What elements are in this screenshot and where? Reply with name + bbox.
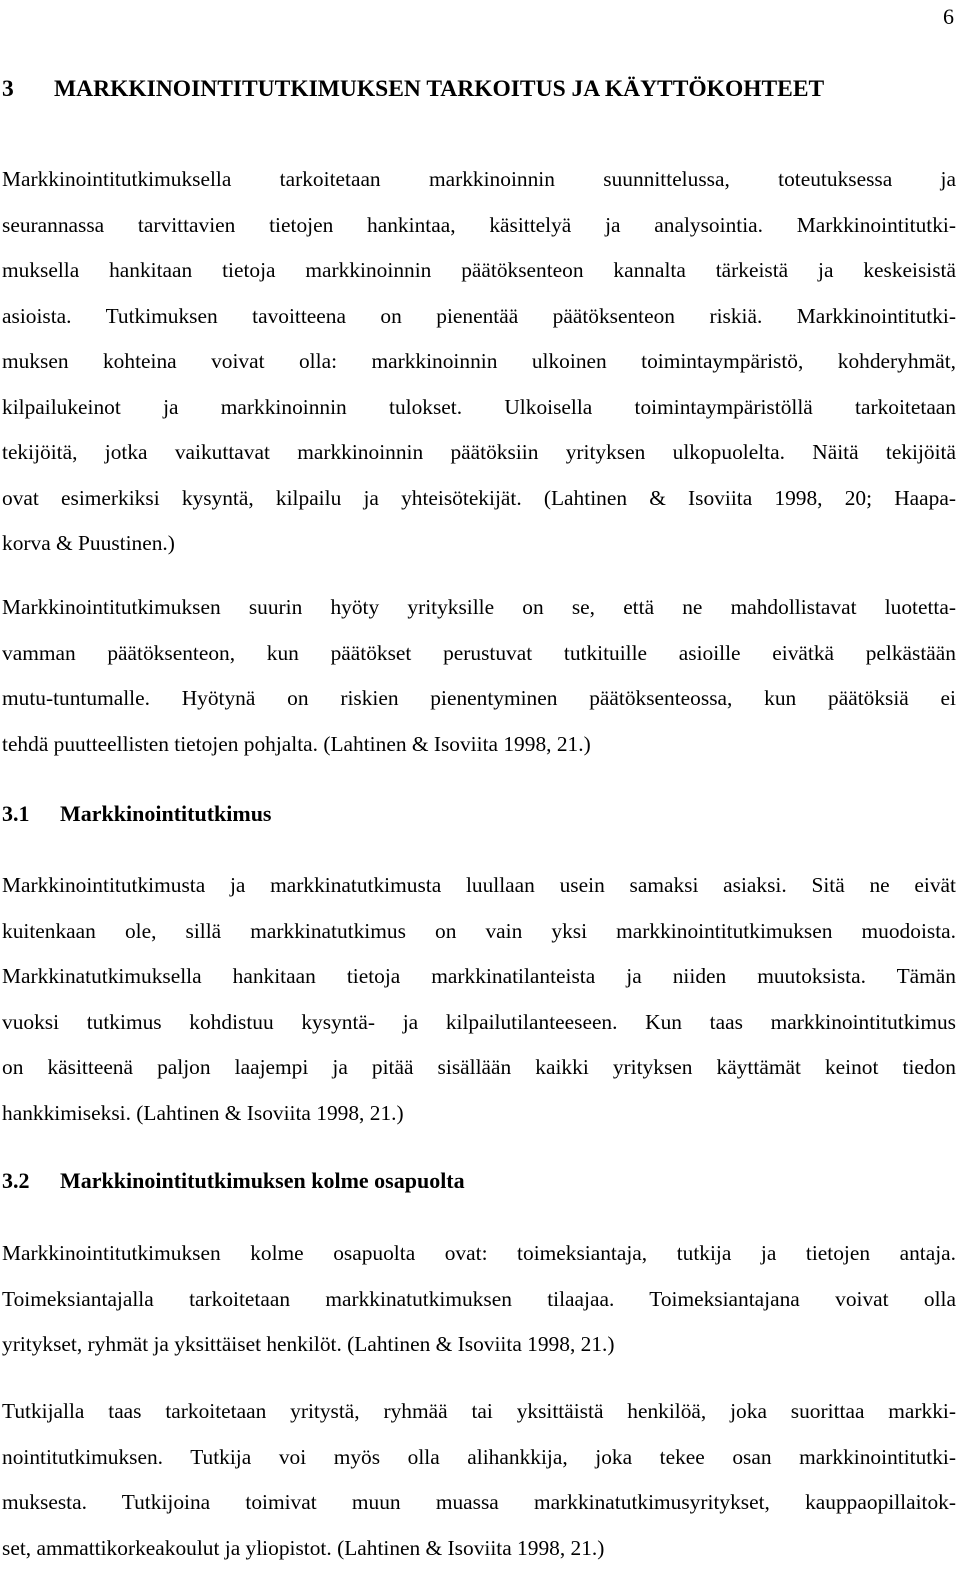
text-line: hankkimiseksi. (Lahtinen & Isoviita 1998, 21.) xyxy=(2,1091,956,1137)
paragraph-intro xyxy=(2,157,956,567)
text-line: Toimeksiantajalla tarkoitetaan markkinatutkimuksen tilaajaa. Toimeksiantajana voivat olla xyxy=(2,1277,956,1323)
text-line: asioista. Tutkimuksen tavoitteena on pienentää päätöksenteon riskiä. Markkinointitutki- xyxy=(2,294,956,340)
section-title: Markkinointitutkimuksen kolme osapuolta xyxy=(60,1168,465,1193)
text-line: tehdä puutteellisten tietojen pohjalta. (Lahtinen & Isoviita 1998, 21.) xyxy=(2,722,956,768)
text-line: vuoksi tutkimus kohdistuu kysyntä- ja kilpailutilanteeseen. Kun taas markkinointitutkimus xyxy=(2,1000,956,1046)
text-line: Markkinointitutkimusta ja markkinatutkimusta luullaan usein samaksi asiaksi. Sitä ne eivät xyxy=(2,863,956,909)
text-line: seurannassa tarvittavien tietojen hankintaa, käsittelyä ja analysointia. Markkinointitutki- xyxy=(2,203,956,249)
text-line: muksella hankitaan tietoja markkinoinnin päätöksenteon kannalta tärkeistä ja keskeisistä xyxy=(2,248,956,294)
text-line: tekijöitä, jotka vaikuttavat markkinoinnin päätöksiin yrityksen ulkopuolelta. Näitä tekijöitä xyxy=(2,430,956,476)
text-line: set, ammattikorkeakoulut ja yliopistot. (Lahtinen & Isoviita 1998, 21.) xyxy=(2,1526,956,1571)
chapter-number: 3 xyxy=(2,74,54,104)
text-line: Markkinatutkimuksella hankitaan tietoja markkinatilanteista ja niiden muutoksista. Tämän xyxy=(2,954,956,1000)
paragraph-benefits xyxy=(2,585,956,767)
page-number: 6 xyxy=(943,4,954,30)
text-line: Tutkijalla taas tarkoitetaan yritystä, ryhmää tai yksittäistä henkilöä, joka suorittaa markki- xyxy=(2,1389,956,1435)
text-line: muksesta. Tutkijoina toimivat muun muassa markkinatutkimusyritykset, kauppaopillaitok- xyxy=(2,1480,956,1526)
section-heading-3-1 xyxy=(2,799,272,829)
chapter-title: MARKKINOINTITUTKIMUKSEN TARKOITUS JA KÄYTTÖKOHTEET xyxy=(54,76,824,102)
paragraph-parties xyxy=(2,1231,956,1368)
section-number: 3.1 xyxy=(2,799,60,829)
section-number: 3.2 xyxy=(2,1166,60,1196)
text-line: yritykset, ryhmät ja yksittäiset henkilöt. (Lahtinen & Isoviita 1998, 21.) xyxy=(2,1322,956,1368)
text-line: nointitutkimuksen. Tutkija voi myös olla alihankkija, joka tekee osan markkinointitutki- xyxy=(2,1435,956,1481)
text-line: ovat esimerkiksi kysyntä, kilpailu ja yhteisötekijät. (Lahtinen & Isoviita 1998, 20; Haapa- xyxy=(2,476,956,522)
text-line: Markkinointitutkimuksen kolme osapuolta ovat: toimeksiantaja, tutkija ja tietojen antaja. xyxy=(2,1231,956,1277)
text-line: mutu-tuntumalle. Hyötynä on riskien pienentyminen päätöksenteossa, kun päätöksiä ei xyxy=(2,676,956,722)
section-heading-3-2 xyxy=(2,1166,465,1196)
text-line: on käsitteenä paljon laajempi ja pitää sisällään kaikki yrityksen käyttämät keinot tiedon xyxy=(2,1045,956,1091)
text-line: Markkinointitutkimuksella tarkoitetaan markkinoinnin suunnittelussa, toteutuksessa ja xyxy=(2,157,956,203)
text-line: kilpailukeinot ja markkinoinnin tulokset. Ulkoisella toimintaympäristöllä tarkoitetaan xyxy=(2,385,956,431)
paragraph-researchers xyxy=(2,1389,956,1571)
paragraph-market-research xyxy=(2,863,956,1136)
text-line: korva & Puustinen.) xyxy=(2,521,956,567)
chapter-heading xyxy=(2,74,824,104)
text-line: Markkinointitutkimuksen suurin hyöty yrityksille on se, että ne mahdollistavat luotetta- xyxy=(2,585,956,631)
section-title: Markkinointitutkimus xyxy=(60,801,272,826)
text-line: kuitenkaan ole, sillä markkinatutkimus on vain yksi markkinointitutkimuksen muodoista. xyxy=(2,909,956,955)
text-line: vamman päätöksenteon, kun päätökset perustuvat tutkituille asioille eivätkä pelkästään xyxy=(2,631,956,677)
text-line: muksen kohteina voivat olla: markkinoinnin ulkoinen toimintaympäristö, kohderyhmät, xyxy=(2,339,956,385)
